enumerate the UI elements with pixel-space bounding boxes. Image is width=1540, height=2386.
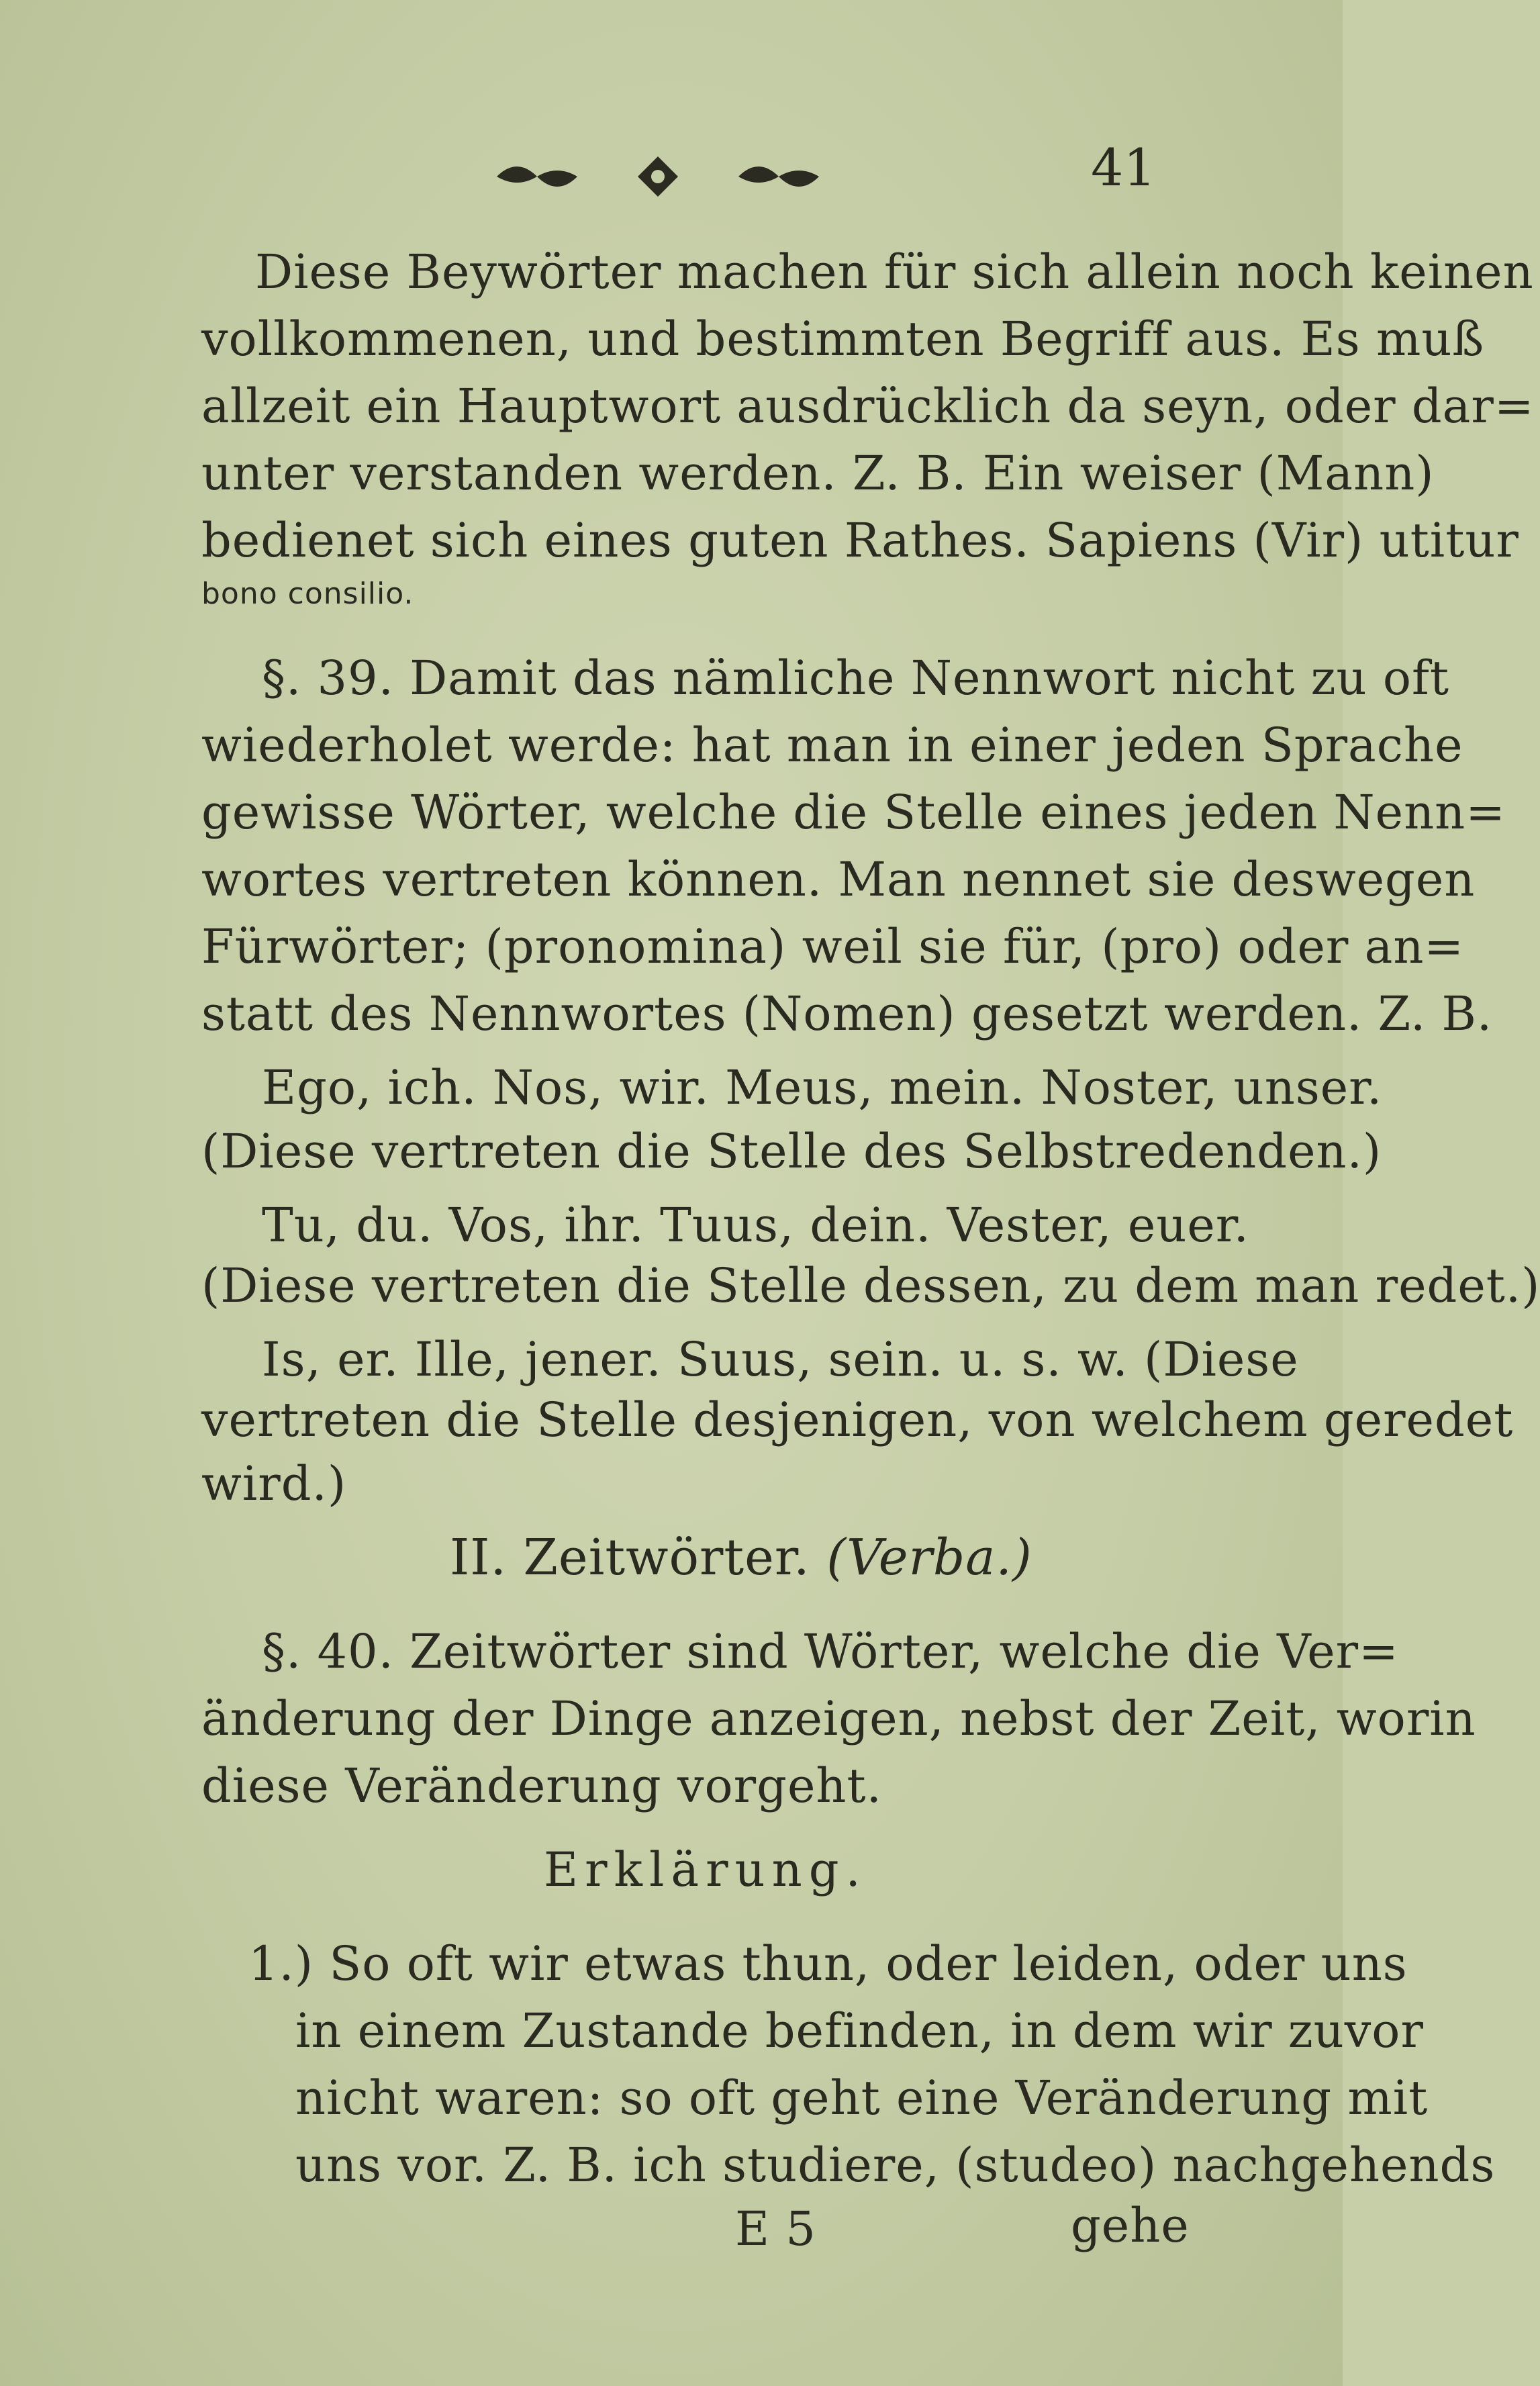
section-heading-title: II. Zeitwörter. — [450, 1529, 810, 1586]
text-line: bono consilio. — [201, 577, 414, 611]
text-line: diese Veränderung vorgeht. — [201, 1758, 882, 1813]
text-line: vollkommenen, und bestimmten Begriff aus. Es muß — [201, 312, 1485, 367]
text-line: §. 39. Damit das nämliche Nennwort nicht zu oft — [262, 651, 1450, 706]
text-line: gewisse Wörter, welche die Stelle eines jeden Nenn= — [201, 785, 1506, 840]
text-line: wiederholet werde: hat man in einer jeden Sprache — [201, 718, 1463, 773]
pronoun-line: Is, er. Ille, jener. Suus, sein. u. s. w. (Diese — [262, 1332, 1299, 1387]
text-line: Fürwörter; (pronomina) weil sie für, (pro) oder an= — [201, 919, 1465, 974]
pronoun-note: vertreten die Stelle desjenigen, von welchem geredet — [201, 1392, 1514, 1447]
section-heading-latin: (Verba.) — [826, 1529, 1032, 1586]
pronoun-note: wird.) — [201, 1456, 347, 1511]
text-line: allzeit ein Hauptwort ausdrücklich da seyn, oder dar= — [201, 379, 1535, 434]
page-number: 41 — [1091, 138, 1156, 197]
catchword: gehe — [1071, 2198, 1190, 2253]
explanation-heading: Erklärung. — [544, 1842, 867, 1897]
text-line: unter verstanden werden. Z. B. Ein weiser (Mann) — [201, 446, 1435, 501]
text-line: uns vor. Z. B. ich studiere, (studeo) nachgehends — [295, 2138, 1496, 2193]
text-line: wortes vertreten können. Man nennet sie deswegen — [201, 852, 1476, 907]
pronoun-line: Ego, ich. Nos, wir. Meus, mein. Noster, unser. — [262, 1060, 1383, 1115]
text-line: in einem Zustande befinden, in dem wir zuvor — [295, 2003, 1424, 2058]
section-heading — [450, 1524, 1032, 1591]
text-line: änderung der Dinge anzeigen, nebst der Zeit, worin — [201, 1691, 1476, 1746]
text-line: Diese Beywörter machen für sich allein noch keinen — [255, 244, 1534, 299]
pronoun-note: (Diese vertreten die Stelle dessen, zu dem man redet.) — [201, 1258, 1540, 1313]
text-line: bedienet sich eines guten Rathes. Sapiens (Vir) utitur — [201, 513, 1519, 568]
pronoun-line: Tu, du. Vos, ihr. Tuus, dein. Vester, euer. — [262, 1198, 1249, 1253]
pronoun-note: (Diese vertreten die Stelle des Selbstredenden.) — [201, 1124, 1382, 1179]
signature-mark: E 5 — [735, 2201, 816, 2256]
text-line: §. 40. Zeitwörter sind Wörter, welche die Ver= — [262, 1624, 1399, 1679]
ornament-icon — [470, 146, 846, 207]
text-line: nicht waren: so oft geht eine Veränderung mit — [295, 2070, 1429, 2126]
text-line: statt des Nennwortes (Nomen) gesetzt werden. Z. B. — [201, 986, 1493, 1041]
text-line: 1.) So oft wir etwas thun, oder leiden, oder uns — [248, 1936, 1408, 1991]
